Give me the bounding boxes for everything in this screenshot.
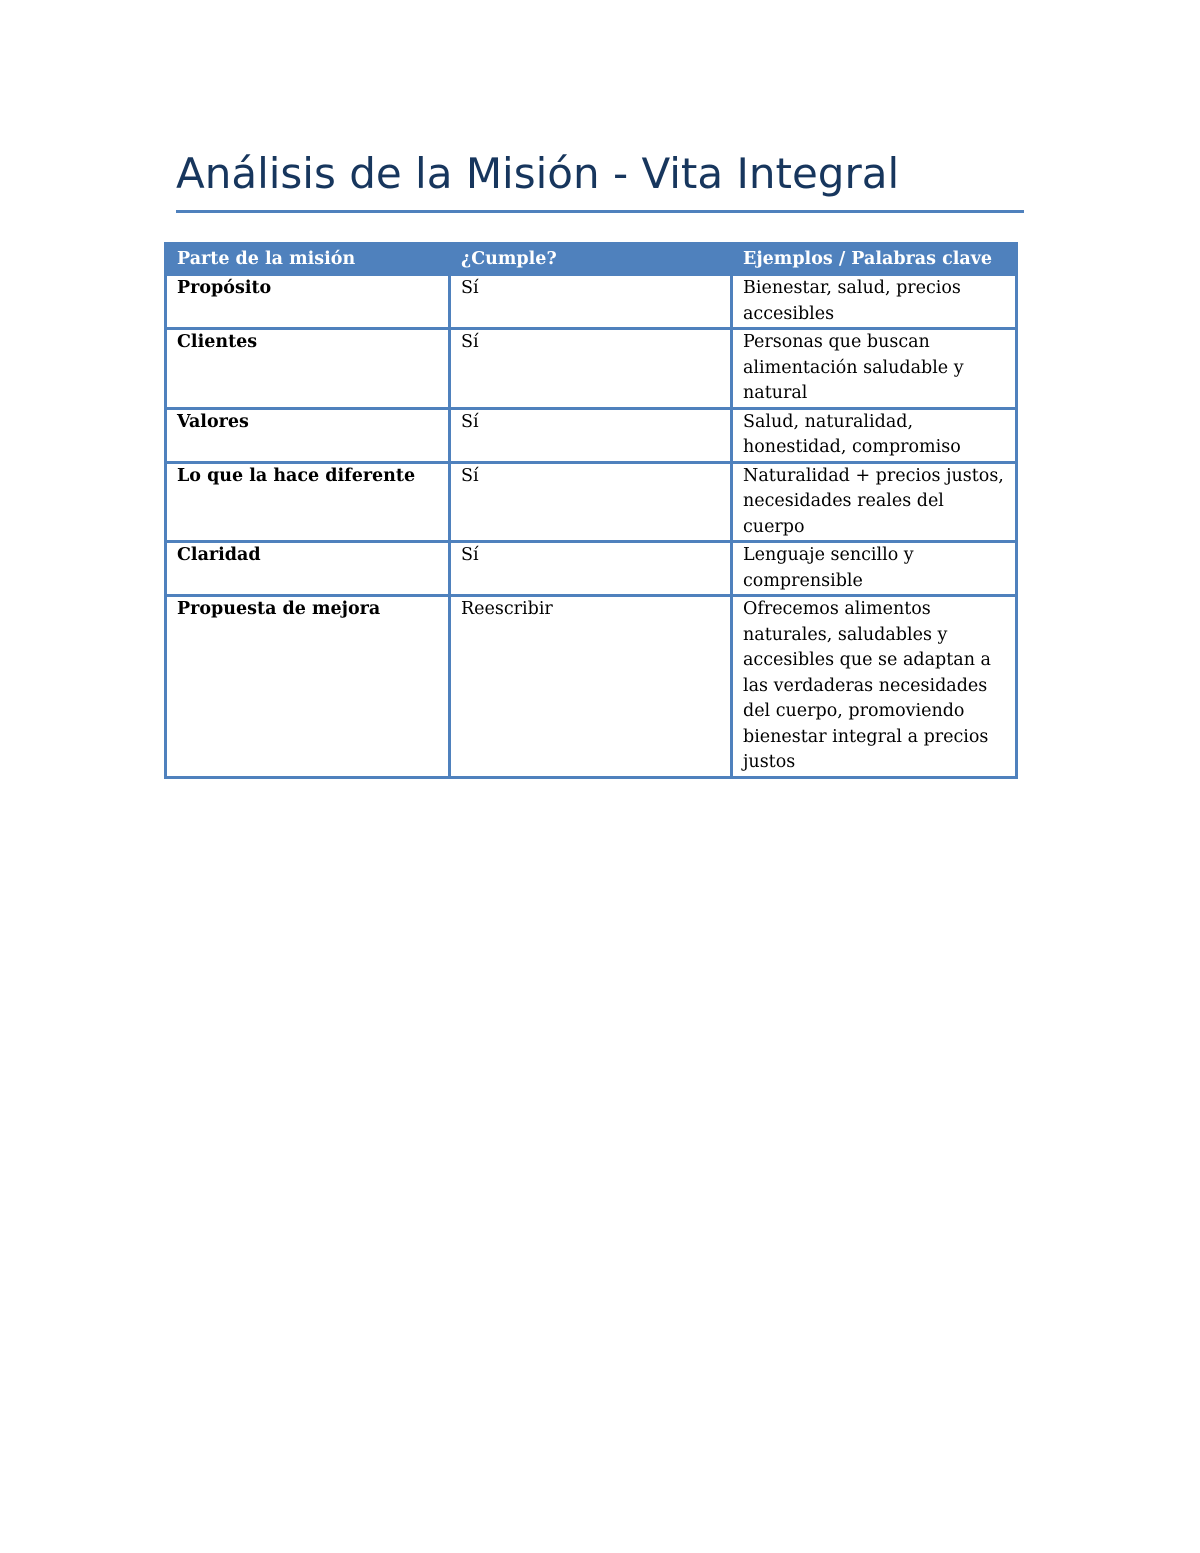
row-label-cell: Propuesta de mejora <box>166 596 450 778</box>
cumple-cell: Sí <box>450 408 732 462</box>
table-row <box>166 462 1017 542</box>
row-label-cell: Propósito <box>166 275 450 329</box>
row-label-cell: Clientes <box>166 329 450 409</box>
examples-cell: Personas que buscan alimentación saludable y natural <box>732 329 1017 409</box>
cumple-cell: Sí <box>450 542 732 596</box>
page-title: Análisis de la Misión - Vita Integral <box>176 149 900 198</box>
table-row <box>166 542 1017 596</box>
examples-cell: Lenguaje sencillo y comprensible <box>732 542 1017 596</box>
row-label-cell: Claridad <box>166 542 450 596</box>
header-cell-ejemplos: Ejemplos / Palabras clave <box>732 244 1017 275</box>
cumple-cell: Sí <box>450 462 732 542</box>
row-label-cell: Valores <box>166 408 450 462</box>
examples-cell: Ofrecemos alimentos naturales, saludables y accesibles que se adaptan a las verdaderas necesidades del cuerpo, promoviendo bienestar integral a precios justos <box>732 596 1017 778</box>
header-cell-cumple: ¿Cumple? <box>450 244 732 275</box>
table-header-row <box>166 244 1017 275</box>
cumple-cell: Reescribir <box>450 596 732 778</box>
table-row <box>166 329 1017 409</box>
table-row <box>166 408 1017 462</box>
row-label-cell: Lo que la hace diferente <box>166 462 450 542</box>
table-row <box>166 596 1017 778</box>
examples-cell: Bienestar, salud, precios accesibles <box>732 275 1017 329</box>
cumple-cell: Sí <box>450 329 732 409</box>
table-row <box>166 275 1017 329</box>
title-underline <box>176 210 1024 213</box>
header-cell-parte: Parte de la misión <box>166 244 450 275</box>
examples-cell: Naturalidad + precios justos, necesidades reales del cuerpo <box>732 462 1017 542</box>
mission-analysis-table <box>164 242 1018 779</box>
examples-cell: Salud, naturalidad, honestidad, compromiso <box>732 408 1017 462</box>
cumple-cell: Sí <box>450 275 732 329</box>
